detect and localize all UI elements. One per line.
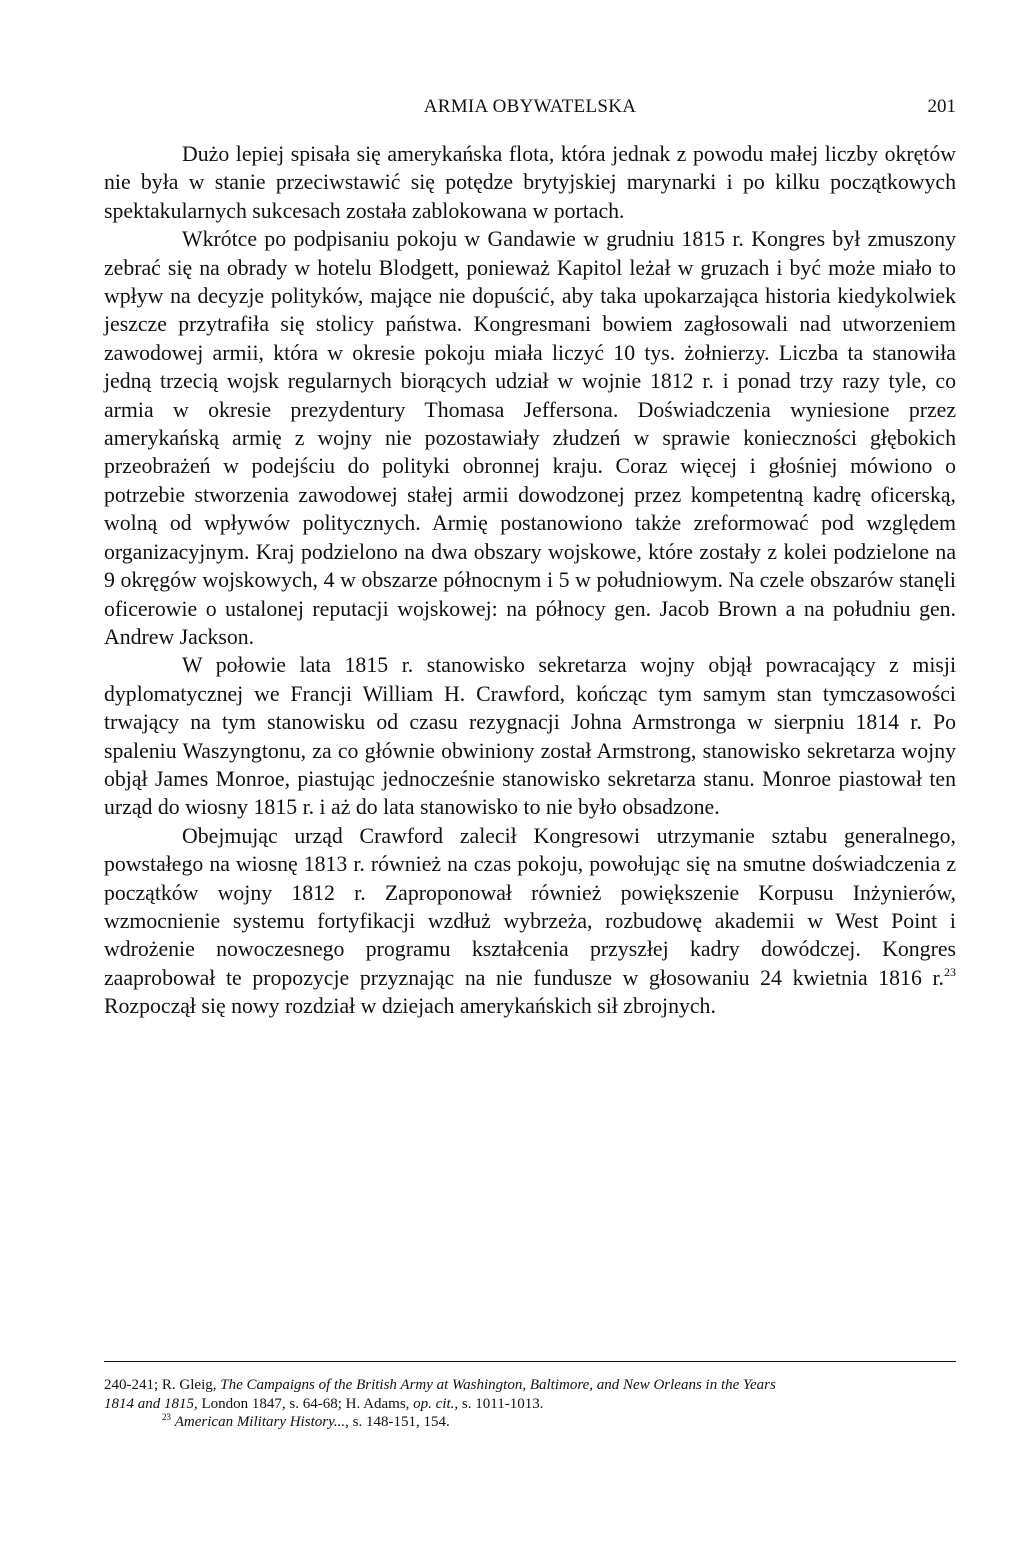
footnote-line	[104, 1395, 956, 1414]
footnote-number: 23	[162, 1412, 171, 1422]
paragraph: W połowie lata 1815 r. stanowisko sekretarza wojny objął powracający z misji dyplomatycznej we Francji William H. Crawford, kończąc tym samym stan tymczasowości trwający na tym stanowisku od czasu rezygnacji Johna Armstronga w sierpniu 1814 r. Po spaleniu Waszyngtonu, za co głównie obwiniony został Armstrong, stanowisko sekretarza wojny objął James Monroe, piastując jednocześnie stanowisko sekretarza stanu. Monroe piastował ten urząd do wiosny 1815 r. i aż do lata stanowisko to nie było obsadzone.	[104, 653, 956, 820]
body-text	[104, 140, 956, 1021]
paragraph-text: Obejmując urząd Crawford zalecił Kongresowi utrzymanie sztabu generalnego, powstałego na wiosnę 1813 r. również na czas pokoju, powołując się na smutne doświadczenia z początków wojny 1812 r. Zaproponował również powiększenie Korpusu Inżynierów, wzmocnienie systemu fortyfikacji wzdłuż wybrzeża, rozbudowę akademii w West Point i wdrożenie nowoczesnego programu kształcenia przyszłej kadry dowódczej. Kongres zaaprobował te propozycje przyznając na nie fundusze w głosowaniu 24 kwietnia 1816 r.	[104, 823, 956, 990]
footnote-book-title: 1814 and 1815,	[104, 1395, 198, 1412]
footnote-text: s. 1011-1013.	[458, 1395, 544, 1412]
paragraph-text-continued: Rozpoczął się nowy rozdział w dziejach amerykańskich sił zbrojnych.	[104, 994, 716, 1019]
footnotes	[104, 1376, 956, 1432]
footnote-text: London 1847, s. 64-68; H. Adams,	[197, 1395, 414, 1412]
footnote-reference: 23	[944, 964, 956, 979]
footnote-text: s. 148-151, 154.	[348, 1414, 450, 1430]
footnote-separator	[104, 1361, 956, 1362]
footnote-book-title: The Campaigns of the British Army at Washington, Baltimore, and New Orleans in the Years	[220, 1377, 776, 1393]
paragraph: Wkrótce po podpisaniu pokoju w Gandawie w grudniu 1815 r. Kongres był zmuszony zebrać się na obrady w hotelu Blodgett, ponieważ Kapitol leżał w gruzach i być może miało to wpływ na decyzje polityków, mające nie dopuścić, aby taka upokarzająca historia kiedykolwiek jeszcze przytrafiła się stolicy państwa. Kongresmani bowiem zagłosowali nad utworzeniem zawodowej armii, która w okresie pokoju miała liczyć 10 tys. żołnierzy. Liczba ta stanowiła jedną trzecią wojsk regularnych biorących udział w wojnie 1812 r. i ponad trzy razy tyle, co armia w okresie prezydentury Thomasa Jeffersona. Doświadczenia wyniesione przez amerykańską armię z wojny nie pozostawiały złudzeń w sprawie konieczności głębokich przeobrażeń w podejściu do polityki obronnej kraju. Coraz więcej i głośniej mówiono o potrzebie stworzenia zawodowej stałej armii dowodzonej przez kompetentną kadrę oficerską, wolną od wpływów politycznych. Armię postanowiono także zreformować pod względem organizacyjnym. Kraj podzielono na dwa obszary wojskowe, które zostały z kolei podzielone na 9 okręgów wojskowych, 4 w obszarze północnym i 5 w południowym. Na czele obszarów stanęli oficerowie o ustalonej reputacji wojskowej: na północy gen. Jacob Brown a na południu gen. Andrew Jackson.	[104, 227, 956, 649]
footnote-23	[104, 1413, 956, 1432]
footnote-text: 240-241; R. Gleig,	[104, 1377, 221, 1393]
footnote-line	[104, 1376, 956, 1395]
running-header	[104, 92, 956, 122]
page-number: 201	[927, 96, 956, 117]
running-title: ARMIA OBYWATELSKA	[423, 96, 637, 117]
footnote-book-title: American Military History...,	[174, 1414, 349, 1430]
footnote-op-cit: op. cit.,	[413, 1395, 459, 1412]
paragraph	[104, 822, 956, 1021]
paragraph: Dużo lepiej spisała się amerykańska flota, która jednak z powodu małej liczby okrętów nie była w stanie przeciwstawić się potędze brytyjskiej marynarki i po kilku początkowych spektakularnych sukcesach została zablokowana w portach.	[104, 142, 956, 223]
